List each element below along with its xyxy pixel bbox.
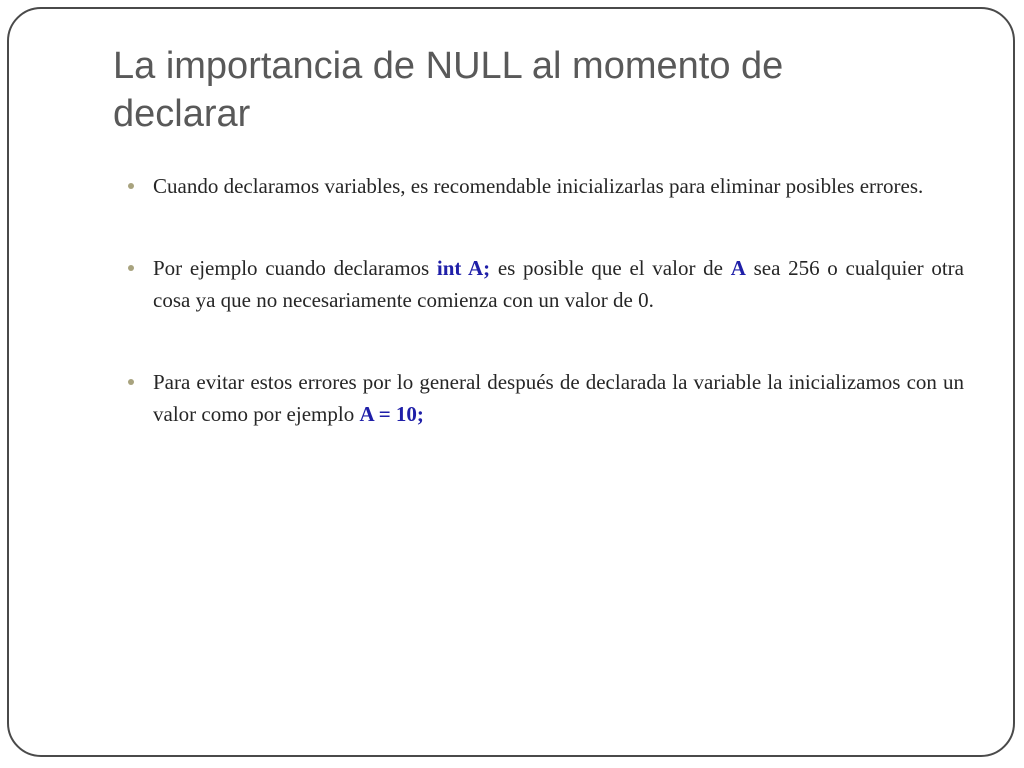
bullet-marker [128,183,134,189]
code-snippet: int A; [436,256,491,280]
bullet-item-3 [128,366,964,430]
slide-title: La importancia de NULL al momento de declarar [113,45,784,135]
bullet-item-1 [128,170,964,202]
bullet-text-part: Por ejemplo cuando declaramos [153,256,437,280]
bullet-text-part: Para evitar estos errores por lo general después de declarada la variable la inicializamos con un valor como por ejemplo [153,370,964,426]
bullet-marker [128,265,134,271]
bullet-text-part: es posible que el valor de [490,256,731,280]
code-snippet: A = 10; [359,402,424,426]
bullet-text: Cuando declaramos variables, es recomendable inicializarlas para eliminar posibles errores. [153,174,924,198]
bullet-text-part: sea 256 o cualquier otra cosa ya que no necesariamente comienza con un valor de 0. [153,256,965,312]
bullet-marker [128,379,134,385]
bullet-list [128,170,964,480]
code-snippet: A [730,256,746,280]
bullet-item-2 [128,252,964,316]
